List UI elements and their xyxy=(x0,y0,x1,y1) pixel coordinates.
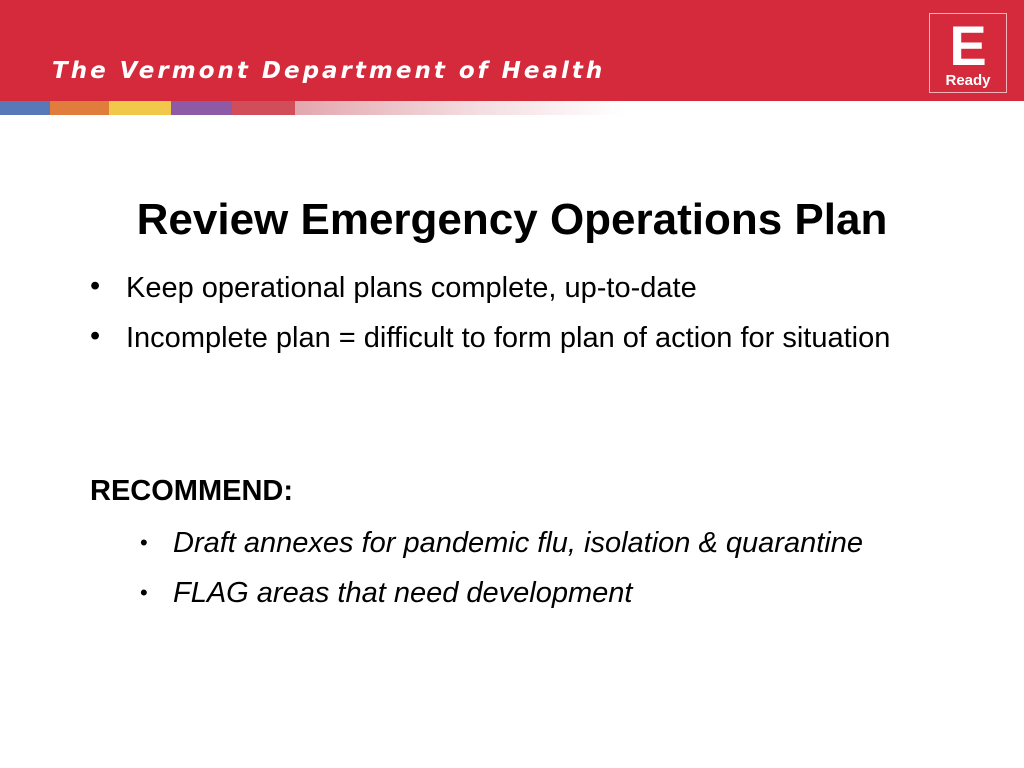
bullet-list xyxy=(90,266,920,366)
bullet-icon: • xyxy=(140,580,148,605)
slide-title: Review Emergency Operations Plan xyxy=(136,195,888,244)
bullet-icon: • xyxy=(140,530,148,555)
bullet-text: Incomplete plan = difficult to form plan of action for situation xyxy=(126,322,891,354)
color-stripe-fade xyxy=(295,101,625,115)
color-stripe-blue xyxy=(0,101,50,115)
sub-bullet-item xyxy=(140,571,920,615)
sub-bullet-text: Draft annexes for pandemic flu, isolation & quarantine xyxy=(173,527,863,559)
sub-bullet-item xyxy=(140,521,920,565)
department-name: The Vermont Department of Health xyxy=(52,58,606,84)
recommend-heading: RECOMMEND: xyxy=(90,475,293,507)
bullet-item xyxy=(90,266,920,310)
e-ready-logo-icon xyxy=(929,13,1007,93)
bullet-icon: • xyxy=(90,270,101,302)
color-stripe-orange xyxy=(50,101,109,115)
bullet-item xyxy=(90,316,920,360)
color-stripe-red xyxy=(232,101,295,115)
bullet-text: Keep operational plans complete, up-to-date xyxy=(126,272,697,304)
sub-bullet-list xyxy=(140,521,920,621)
color-stripe-purple xyxy=(171,101,232,115)
sub-bullet-text: FLAG areas that need development xyxy=(173,577,633,609)
color-stripe-yellow xyxy=(109,101,171,115)
bullet-icon: • xyxy=(90,320,101,352)
logo-letter: E xyxy=(949,14,987,77)
header-band xyxy=(0,0,1024,101)
logo-word: Ready xyxy=(945,72,991,89)
